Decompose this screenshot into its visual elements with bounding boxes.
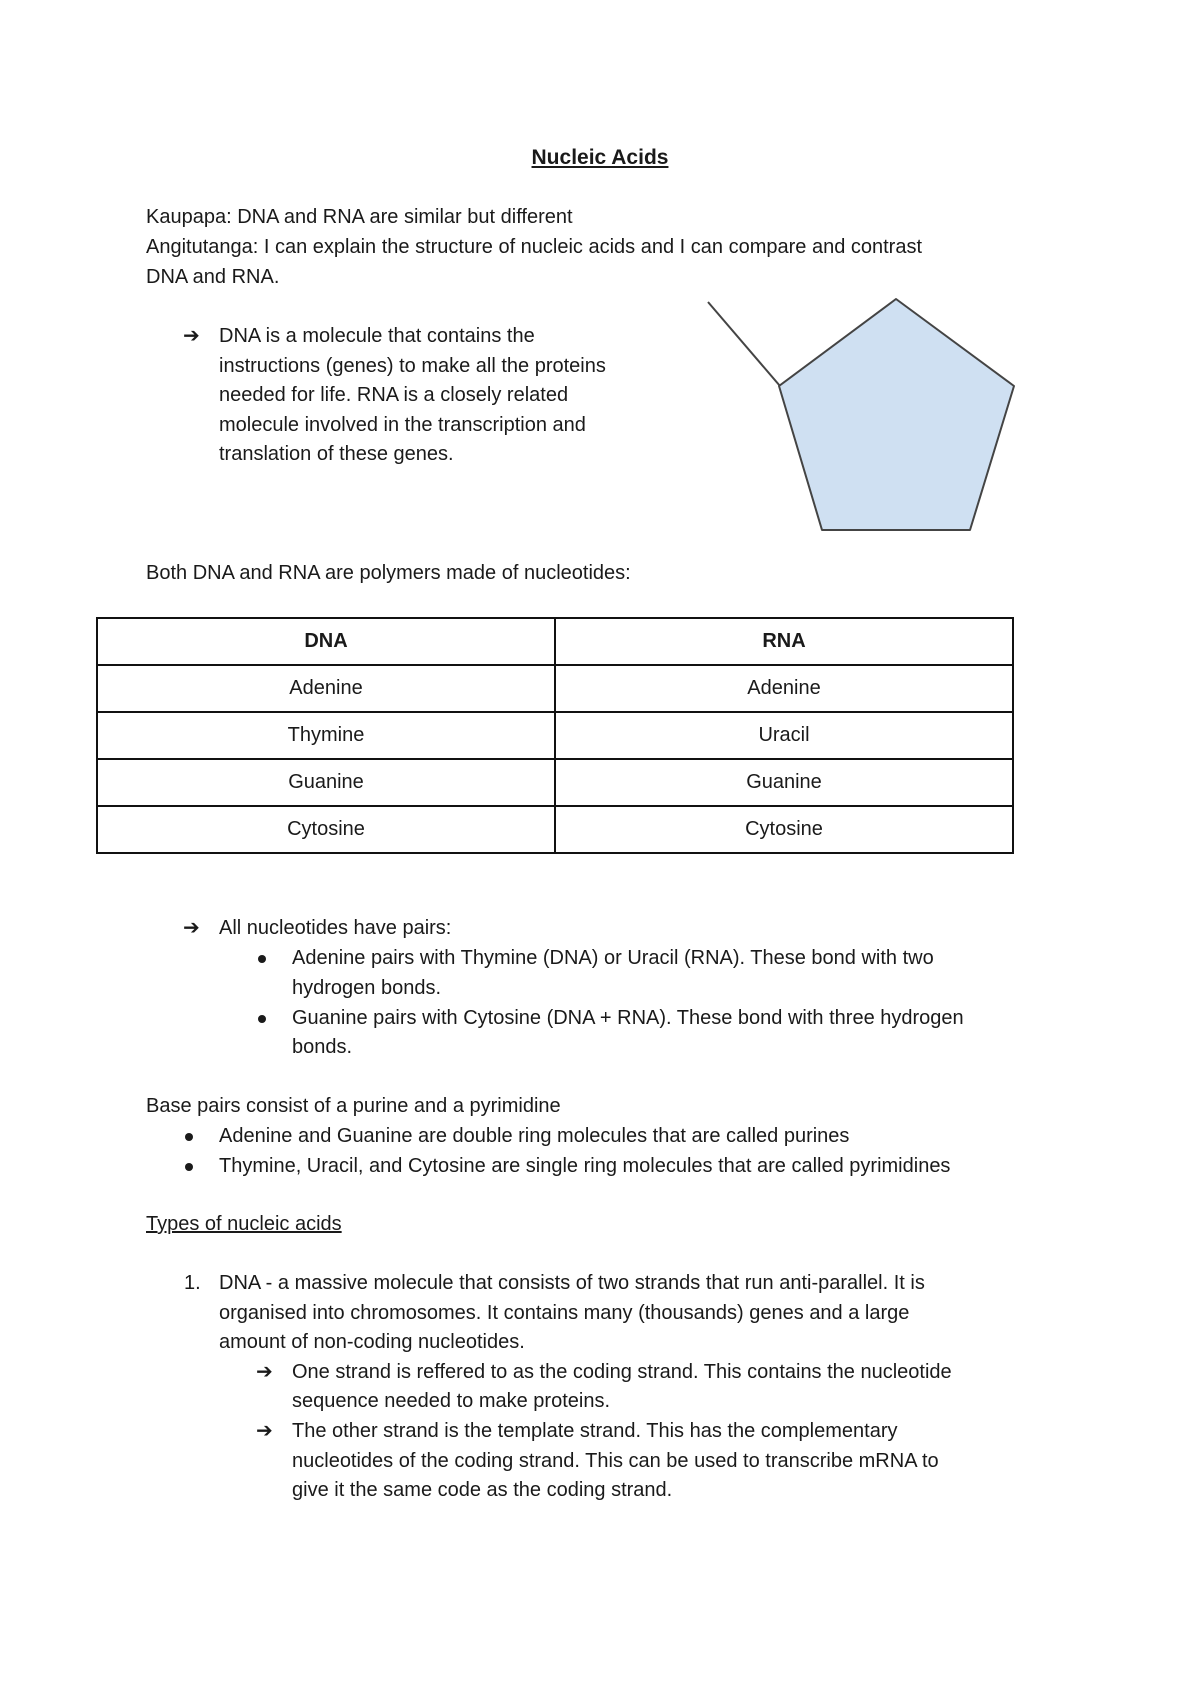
nucleotide-table <box>96 617 1014 854</box>
angitutanga-line-1: Angitutanga: I can explain the structure of nucleic acids and I can compare and contrast <box>146 236 923 258</box>
list-number: 1. <box>184 1272 201 1294</box>
coding-strand-line-2: sequence needed to make proteins. <box>292 1390 610 1412</box>
dna-desc-line-2: organised into chromosomes. It contains many (thousands) genes and a large <box>219 1302 910 1324</box>
polymers-line: Both DNA and RNA are polymers made of nucleotides: <box>146 562 631 584</box>
table-cell: Uracil <box>555 712 1013 759</box>
table-cell: Guanine <box>555 759 1013 806</box>
table-header-row <box>97 618 1013 665</box>
pair-1-line-2: hydrogen bonds. <box>292 977 442 999</box>
arrow-bullet-icon: ➔ <box>256 1420 273 1442</box>
types-heading: Types of nucleic acids <box>146 1213 342 1235</box>
table-cell: Thymine <box>97 712 555 759</box>
table-cell: Guanine <box>97 759 555 806</box>
pairs-lead: All nucleotides have pairs: <box>219 917 452 939</box>
bullet-dot-icon <box>185 1163 193 1171</box>
table-cell: Cytosine <box>97 806 555 853</box>
arrow-bullet-icon: ➔ <box>183 325 200 347</box>
bond-line <box>708 302 780 386</box>
intro-line-5: translation of these genes. <box>219 443 454 465</box>
pentagon-shape <box>779 299 1014 530</box>
bullet-dot-icon <box>185 1133 193 1141</box>
bullet-dot-icon <box>258 1015 266 1023</box>
intro-line-1: DNA is a molecule that contains the <box>219 325 535 347</box>
template-strand-line-2: nucleotides of the coding strand. This can be used to transcribe mRNA to <box>292 1450 939 1472</box>
table-cell: Cytosine <box>555 806 1013 853</box>
angitutanga-line-2: DNA and RNA. <box>146 266 280 288</box>
intro-line-3: needed for life. RNA is a closely related <box>219 384 569 406</box>
table-cell: Adenine <box>97 665 555 712</box>
table-row <box>97 712 1013 759</box>
kaupapa-line: Kaupapa: DNA and RNA are similar but different <box>146 206 573 228</box>
pyrimidines-line: Thymine, Uracil, and Cytosine are single ring molecules that are called pyrimidines <box>219 1155 951 1177</box>
bullet-dot-icon <box>258 955 266 963</box>
table-row <box>97 806 1013 853</box>
arrow-bullet-icon: ➔ <box>256 1361 273 1383</box>
template-strand-line-3: give it the same code as the coding strand. <box>292 1479 673 1501</box>
column-header-dna: DNA <box>97 618 555 665</box>
base-pairs-heading: Base pairs consist of a purine and a pyrimidine <box>146 1095 561 1117</box>
table-cell: Adenine <box>555 665 1013 712</box>
dna-desc-line-3: amount of non-coding nucleotides. <box>219 1331 525 1353</box>
table-row <box>97 759 1013 806</box>
purines-line: Adenine and Guanine are double ring molecules that are called purines <box>219 1125 850 1147</box>
pair-2-line-1: Guanine pairs with Cytosine (DNA + RNA). These bond with three hydrogen <box>292 1007 964 1029</box>
template-strand-line-1: The other strand is the template strand. This has the complementary <box>292 1420 898 1442</box>
page-title: Nucleic Acids <box>531 146 669 169</box>
pair-1-line-1: Adenine pairs with Thymine (DNA) or Uracil (RNA). These bond with two <box>292 947 934 969</box>
intro-line-2: instructions (genes) to make all the proteins <box>219 355 606 377</box>
dna-desc-line-1: DNA - a massive molecule that consists of two strands that run anti-parallel. It is <box>219 1272 925 1294</box>
column-header-rna: RNA <box>555 618 1013 665</box>
intro-line-4: molecule involved in the transcription and <box>219 414 586 436</box>
pentagon-sugar-diagram <box>700 290 1020 540</box>
table-row <box>97 665 1013 712</box>
coding-strand-line-1: One strand is reffered to as the coding strand. This contains the nucleotide <box>292 1361 952 1383</box>
pair-2-line-2: bonds. <box>292 1036 353 1058</box>
arrow-bullet-icon: ➔ <box>183 917 200 939</box>
